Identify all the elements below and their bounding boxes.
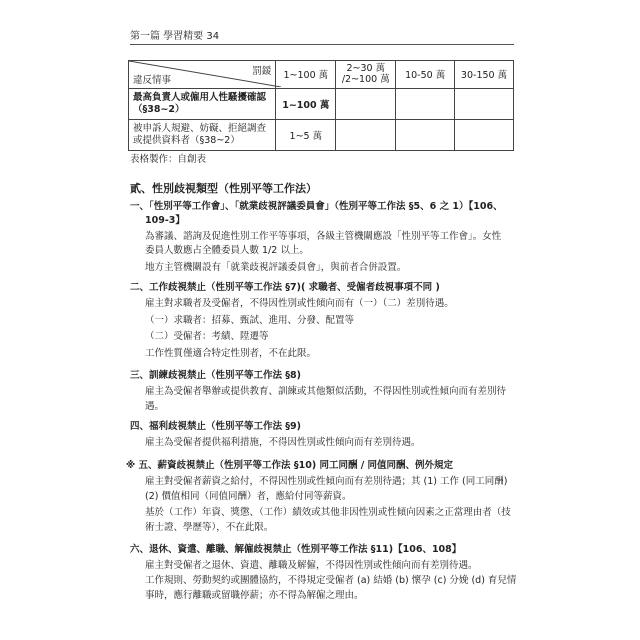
item-six-heading: 六、退休、資遣、離職、解僱歧視禁止（性別平等工作法 §11)【106、108】 (130, 544, 462, 555)
item-five-heading: ※ 五、薪資歧視禁止（性別平等工作法 §10) 同工同酬 / 同值同酬、例外規定 (126, 460, 454, 471)
item-two-text: （二）受僱者：考績、陞遷等 (145, 331, 269, 342)
corner-top-label: 罰鍰 (252, 66, 272, 77)
col-header: 30-150 萬 (455, 61, 514, 89)
item-six-text: 工作規則、勞動契約或團體協約，不得規定受僱者 (a) 結婚 (b) 懷孕 (c) 分娩 (d) 育兒情 (145, 575, 517, 586)
item-two-text: 雇主對求職者及受僱者，不得因性別或性傾向而有（一）（二）差別待遇。 (145, 298, 454, 309)
table-cell (336, 119, 396, 150)
col-header: 1~100 萬 (276, 61, 336, 89)
table-cell: 1~5 萬 (276, 119, 336, 150)
item-two-text: 工作性質僅適合特定性別者，不在此限。 (145, 348, 317, 359)
row-label: 最高負責人或僱用人性騷擾確認（§38~2） (129, 88, 276, 119)
table-cell (455, 88, 514, 119)
col-header: 10-50 萬 (396, 61, 455, 89)
item-one-text: 地方主管機關設有「就業歧視評議委員會」，與前者合併設置。 (145, 262, 407, 273)
table-cell (336, 88, 396, 119)
item-five-text: (2) 價值相同（同值同酬）者，應給付同等薪資。 (145, 491, 352, 502)
table-row (129, 88, 514, 119)
item-six-text: 雇主對受僱者之退休、資遣、離職及解僱，不得因性別或性傾向而有差別待遇。 (145, 560, 478, 571)
table-cell: 1~100 萬 (276, 88, 336, 119)
table-header-row (129, 61, 514, 89)
item-four-text: 雇主為受僱者提供福利措施，不得因性別或性傾向而有差別待遇。 (145, 437, 421, 448)
item-three-text: 雇主為受僱者舉辦或提供教育、訓練或其他類似活動，不得因性別或性傾向而有差別待 (145, 386, 507, 397)
header-divider (130, 44, 514, 45)
item-one-text: 委員人數應占全體委員人數 1/2 以上。 (145, 245, 309, 256)
item-one-heading: 一、「性別平等工作會」、「就業歧視評議委員會」（性別平等工作法 §5、6 之 1）【106、 (130, 201, 503, 212)
item-one-heading-cont: 109-3】 (145, 215, 185, 226)
item-five-text: 雇主對受僱者薪資之給付，不得因性別或性傾向而有差別待遇；其 (1) 工作 (同工同酬) (145, 476, 508, 487)
item-three-heading: 三、訓練歧視禁止（性別平等工作法 §8) (130, 370, 302, 381)
page-header: 第一篇 學習精要 34 (130, 31, 220, 42)
corner-bottom-label: 違反情事 (133, 74, 172, 86)
table-source: 表格製作：自創表 (130, 154, 207, 165)
table-cell (396, 88, 455, 119)
item-five-text: 術士證、學歷等），不在此限。 (145, 522, 274, 533)
table-cell (455, 119, 514, 150)
section-title: 貳、性別歧視類型（性別平等工作法） (130, 182, 317, 195)
table-row (129, 119, 514, 150)
table-cell (396, 119, 455, 150)
item-five-text: 基於（工作）年資、獎懲、（工作）績效或其他非因性別或性傾向因素之正當理由者（技 (145, 507, 511, 518)
item-one-text: 為審議、諮詢及促進性別工作平等事項，各級主管機關應設「性別平等工作會」。女性 (145, 231, 502, 242)
item-six-text: 事時，應行離職或留職停薪；亦不得為解僱之理由。 (145, 590, 364, 601)
penalty-table (128, 60, 514, 151)
row-label: 被申訴人規避、妨礙、拒絕調查或提供資料者（§38~2） (129, 119, 276, 150)
item-three-text: 遇。 (145, 401, 165, 412)
item-two-heading: 二、工作歧視禁止（性別平等工作法 §7)( 求職者、受僱者歧視事項不同 ) (130, 282, 440, 293)
col-header: 2~30 萬 /2~100 萬 (336, 61, 396, 89)
corner-cell (129, 61, 276, 89)
item-two-text: （一）求職者：招募、甄試、進用、分發、配置等 (145, 315, 355, 326)
item-four-heading: 四、福利歧視禁止（性別平等工作法 §9) (130, 421, 302, 432)
